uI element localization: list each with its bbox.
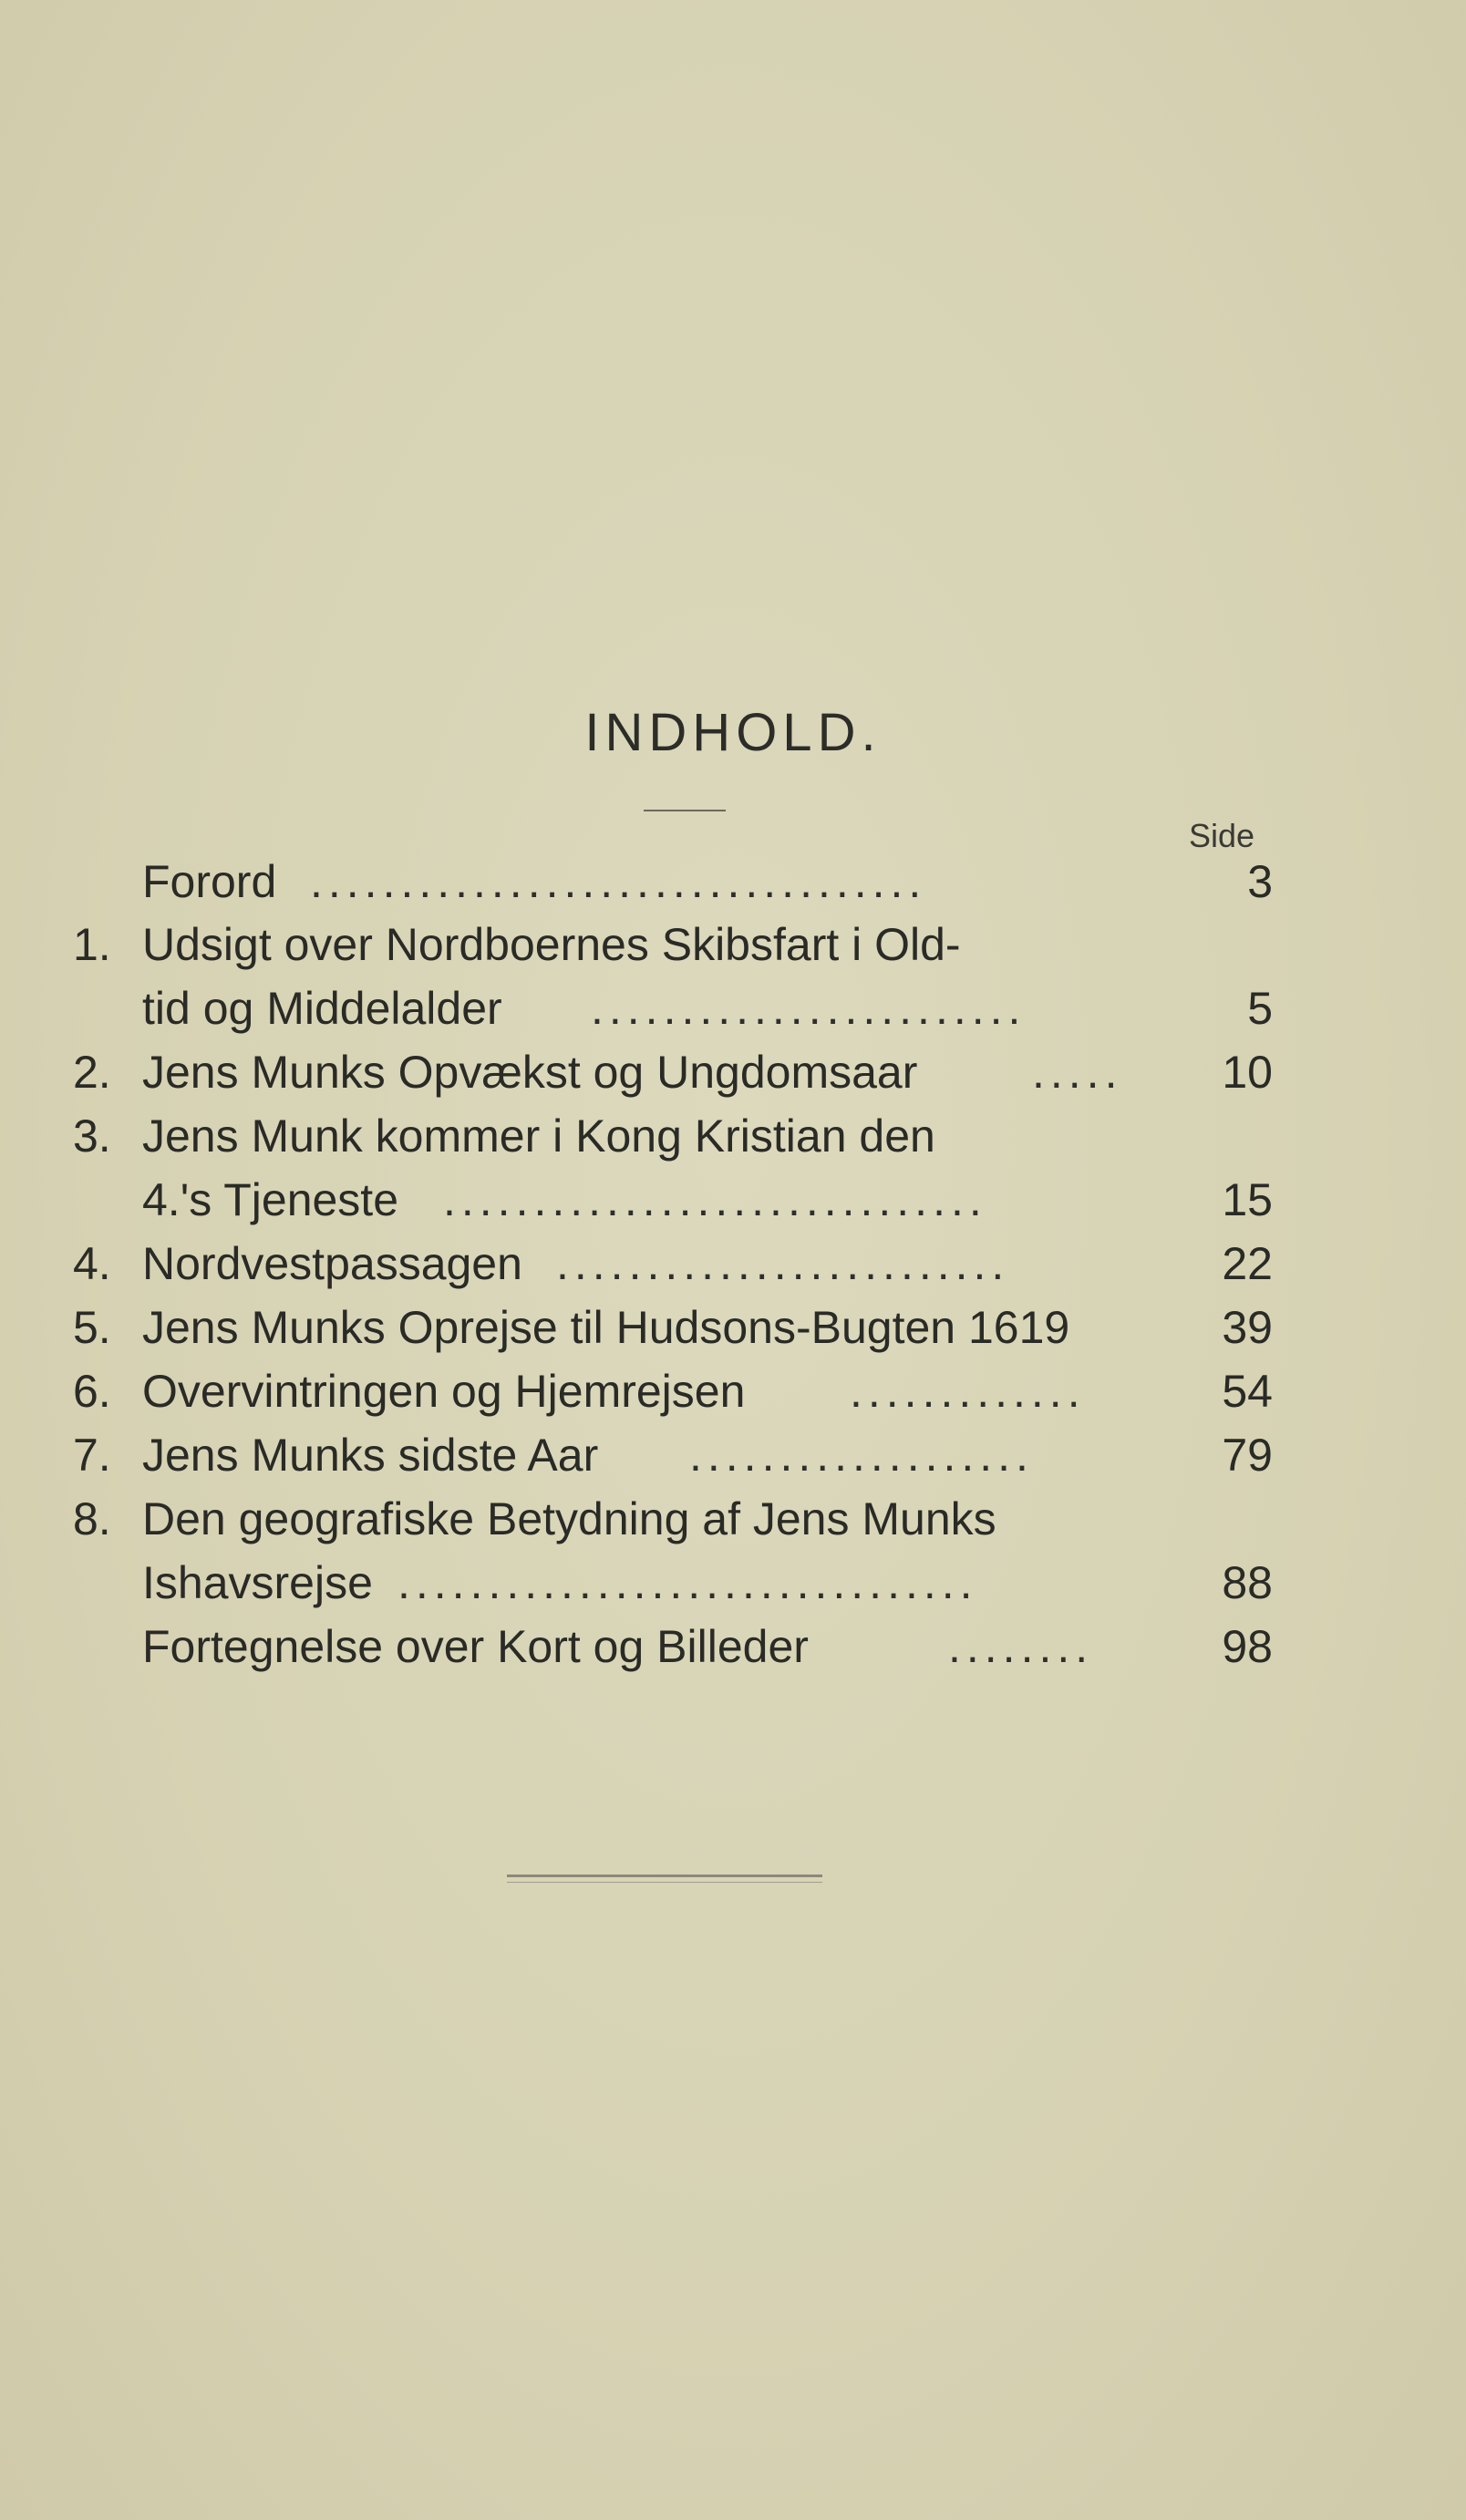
ornament-rule [507, 1875, 822, 1877]
toc-entry-page: 54 [1222, 1366, 1273, 1417]
toc-entry-page: 3 [1247, 856, 1273, 907]
toc-entry-title-cont: tid og Middelalder [142, 983, 502, 1034]
toc-entry-number: 8. [73, 1493, 111, 1544]
toc-entry-title: Nordvestpassagen [142, 1238, 522, 1289]
dot-leader: ........ [948, 1621, 1094, 1672]
toc-entry-title: Den geografiske Betydning af Jens Munks [142, 1493, 996, 1544]
toc-entry-number: 6. [73, 1366, 111, 1417]
toc-entry-page: 88 [1222, 1557, 1273, 1608]
toc-entry-title: Fortegnelse over Kort og Billeder [142, 1621, 809, 1672]
toc-entry-title: Overvintringen og Hjemrejsen [142, 1366, 746, 1417]
dot-leader: ............. [850, 1366, 1086, 1417]
dot-leader: ........................ [591, 983, 1027, 1034]
toc-entry-number: 7. [73, 1430, 111, 1481]
dot-leader: ..... [1032, 1047, 1123, 1098]
ornament-rule-thin [507, 1882, 822, 1883]
toc-entry-page: 39 [1222, 1302, 1273, 1353]
toc-entry-number: 3. [73, 1110, 111, 1162]
dot-leader: .................................. [310, 856, 927, 907]
toc-entry-title: Forord [142, 856, 277, 907]
toc-entry-page: 79 [1222, 1430, 1273, 1481]
toc-entry-title-cont: Ishavsrejse [142, 1557, 373, 1608]
toc-entry-title: Jens Munk kommer i Kong Kristian den [142, 1110, 935, 1162]
toc-entry-title: Udsigt over Nordboernes Skibsfart i Old- [142, 919, 961, 970]
toc-entry-number: 4. [73, 1238, 111, 1289]
dot-leader: .............................. [443, 1174, 987, 1225]
toc-entry-title-cont: 4.'s Tjeneste [142, 1174, 399, 1225]
toc-entry-page: 15 [1222, 1174, 1273, 1225]
toc-entry-number: 2. [73, 1047, 111, 1098]
toc-entry-title: Jens Munks Oprejse til Hudsons-Bugten 1619 [142, 1302, 1070, 1353]
toc-entry-title: Jens Munks sidste Aar [142, 1430, 599, 1481]
page-column-label: Side [1189, 817, 1255, 854]
toc-entry-number: 5. [73, 1302, 111, 1353]
toc-entry-number: 1. [73, 919, 111, 970]
dot-leader: ................................ [397, 1557, 978, 1608]
toc-entry-page: 5 [1247, 983, 1273, 1034]
toc-entry-title: Jens Munks Opvækst og Ungdomsaar [142, 1047, 918, 1098]
dot-leader: ......................... [556, 1238, 1010, 1289]
page-title: INDHOLD. [584, 703, 882, 762]
toc-entry-page: 98 [1222, 1621, 1273, 1672]
title-divider [644, 810, 726, 811]
toc-entry-page: 10 [1222, 1047, 1273, 1098]
dot-leader: ................... [689, 1430, 1034, 1481]
toc-entry-page: 22 [1222, 1238, 1273, 1289]
